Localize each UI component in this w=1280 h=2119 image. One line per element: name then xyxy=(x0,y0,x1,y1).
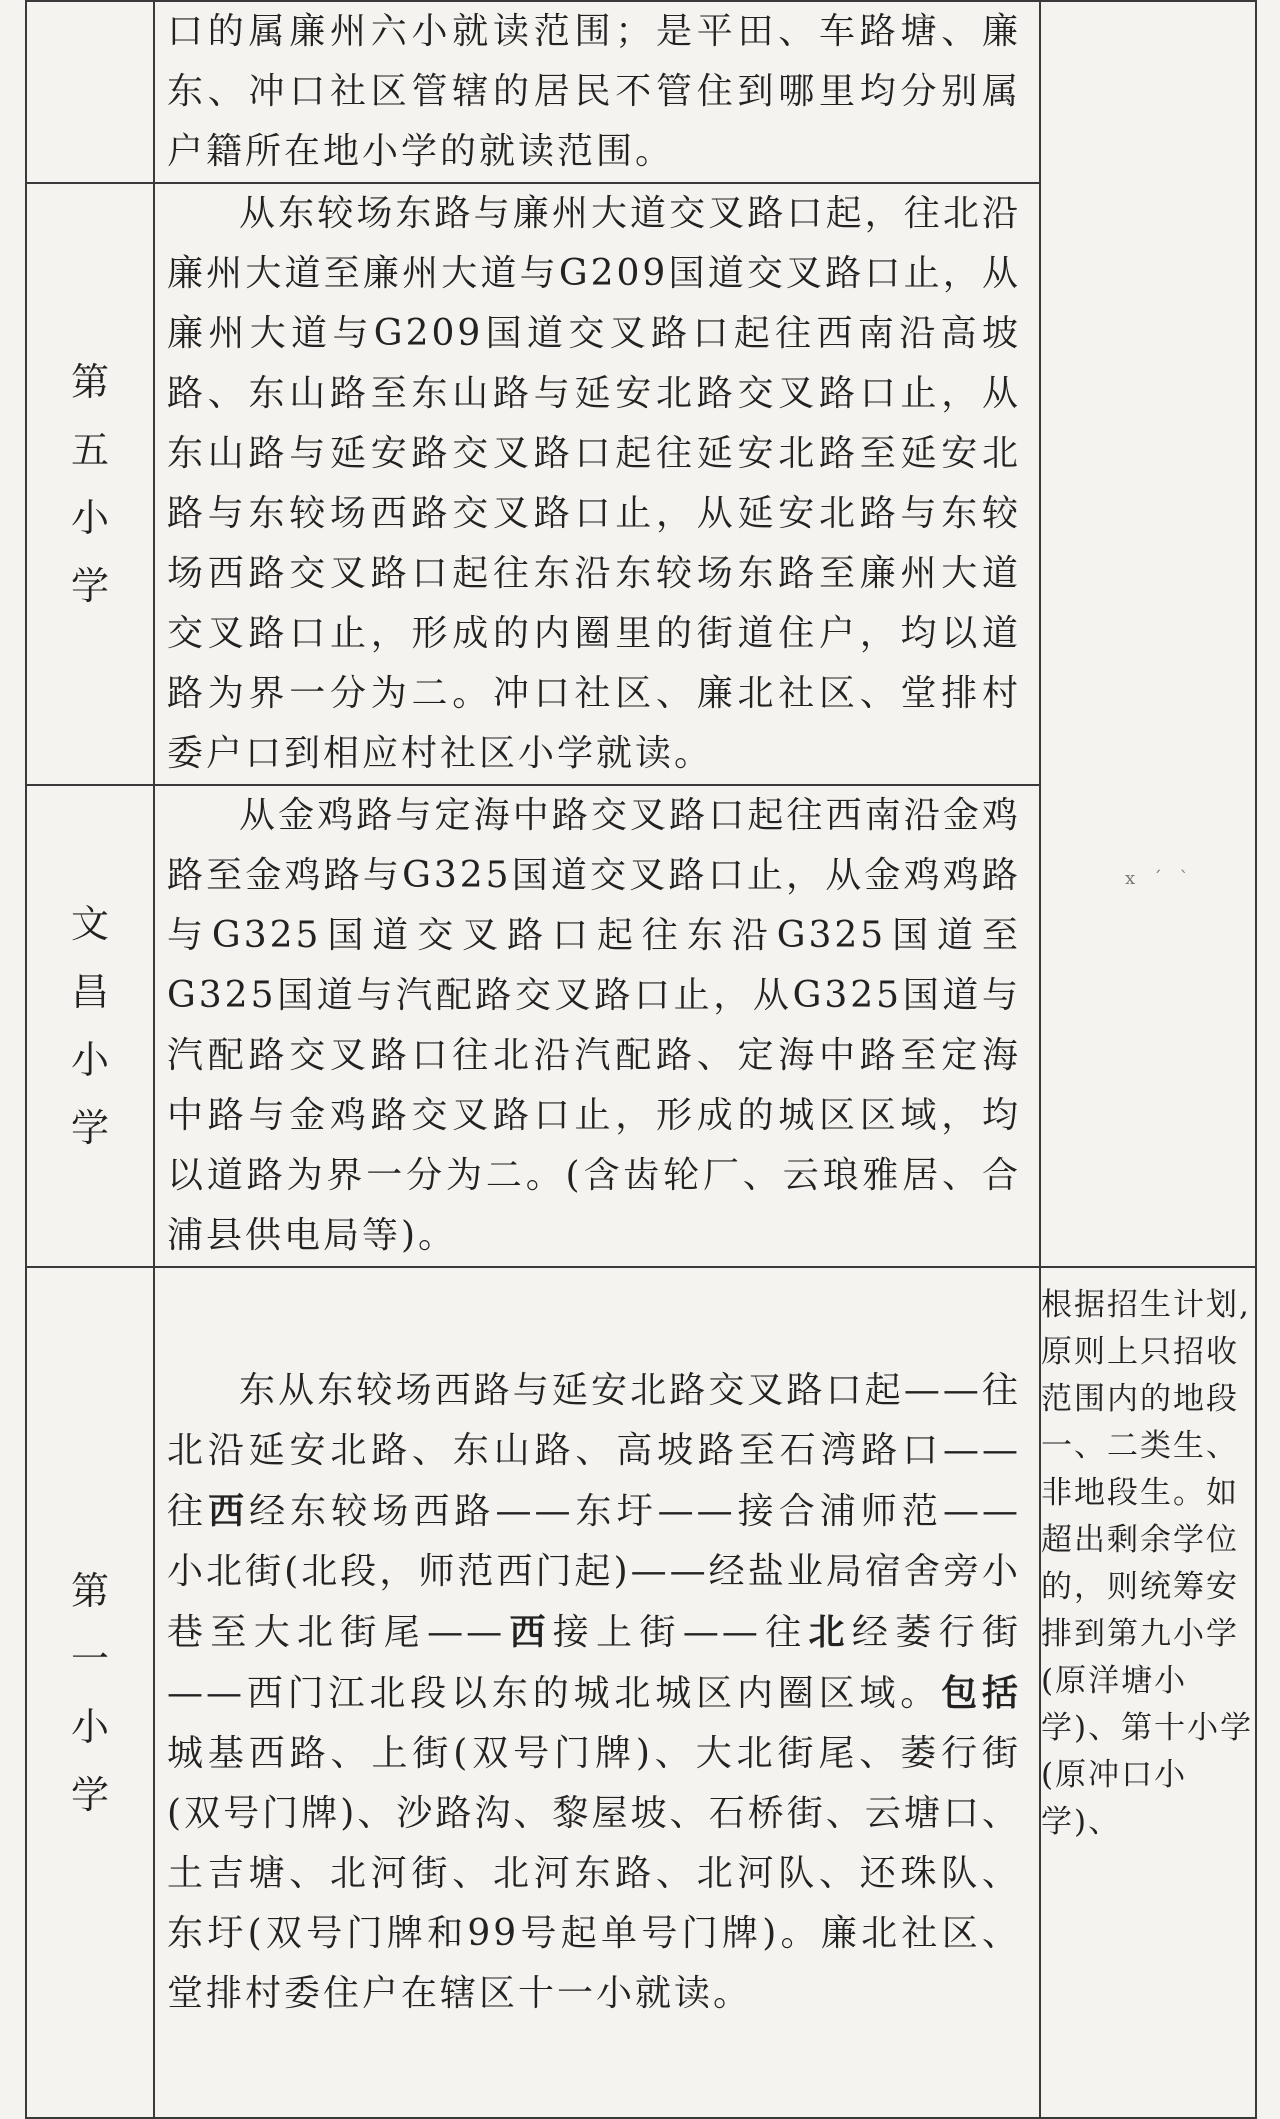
note-cell xyxy=(1040,1267,1256,2118)
school-name-cell xyxy=(26,1267,154,2118)
scan-smudge: ⅹ ˊ ˋ xyxy=(1125,868,1195,889)
school-name: 文 昌 小 学 xyxy=(70,902,109,1150)
note-text: 根据招生计划,原则上只招收范围内的地段一、二类生、非地段生。如超出剩余学位的，则统筹安排到第九小学(原洋塘小学)、第十小学(原冲口小学)、 xyxy=(1041,1287,1254,1840)
school-name-cell xyxy=(26,785,154,1267)
school-name: 第 一 小 学 xyxy=(70,1568,109,1817)
note-cell xyxy=(1040,1,1256,1267)
range-cell xyxy=(154,785,1040,1267)
range-text-emphasis: 包括 xyxy=(941,1672,1021,1714)
school-district-table xyxy=(25,0,1257,2119)
range-cell xyxy=(154,183,1040,785)
range-text-emphasis: 北 xyxy=(808,1611,852,1653)
range-text: 从东较场东路与廉州大道交叉路口起，往北沿廉州大道至廉州大道与G209国道交叉路口止，从廉州大道与G209国道交叉路口起往西南沿高坡路、东山路至东山路与延安北路交叉路口止，从东山路与延安路交叉路口起往延安北路至延安北路与东较场西路交叉路口止，从延安北路与东较场西路交叉路口起往东沿东较场东路至廉州大道交叉路口止，形成的内圈里的街道住户，均以道路为界一分为二。冲口社区、廉北社区、堂排村委户口到相应村社区小学就读。 xyxy=(167,193,1021,774)
school-name-cell xyxy=(26,1,154,183)
range-text-emphasis: 西 xyxy=(505,1611,553,1653)
school-name-cell xyxy=(26,183,154,785)
range-text xyxy=(155,1361,1039,2024)
range-text-part: 东从东较场西路与延安北路交叉路口起——往北沿延安北路、东山路、高坡路至石湾路口——往 xyxy=(167,1370,1021,1532)
table-row xyxy=(26,1,1256,183)
table-row xyxy=(26,1267,1256,2118)
school-name: 第 五 小 学 xyxy=(70,360,109,608)
range-text-part: 经萎行街——西门江北段以东的城北城区内圈区域。 xyxy=(167,1612,1021,1714)
range-text: 口的属廉州六小就读范围；是平田、车路塘、廉东、冲口社区管辖的居民不管住到哪里均分别属户籍所在地小学的就读范围。 xyxy=(167,11,1021,172)
range-text: 从金鸡路与定海中路交叉路口起往西南沿金鸡路至金鸡路与G325国道交叉路口止，从金鸡鸡路与G325国道交叉路口起往东沿G325国道至G325国道与汽配路交叉路口止，从G325国道与汽配路交叉路口往北沿汽配路、定海中路至定海中路与金鸡路交叉路口止，形成的城区区域，均以道路为界一分为二。(含齿轮厂、云琅雅居、合浦县供电局等)。 xyxy=(167,795,1021,1256)
range-text-emphasis: 西 xyxy=(208,1490,250,1532)
range-cell xyxy=(154,1,1040,183)
range-text-part: 城基西路、上街(双号门牌)、大北街尾、萎行街(双号门牌)、沙路沟、黎屋坡、石桥街、云塘口、土吉塘、北河街、北河东路、北河队、还珠队、东圩(双号门牌和99号起单号门牌)。廉北社区、堂排村委住户在辖区十一小就读。 xyxy=(167,1733,1021,2014)
range-text-part: 接上街——往 xyxy=(552,1612,809,1653)
range-text-part: 经东较场西路——东圩——接合浦师范——小北街(北段，师范西门起)——经盐业局宿舍旁小巷至大北街尾—— xyxy=(167,1491,1021,1653)
range-cell xyxy=(154,1267,1040,2118)
